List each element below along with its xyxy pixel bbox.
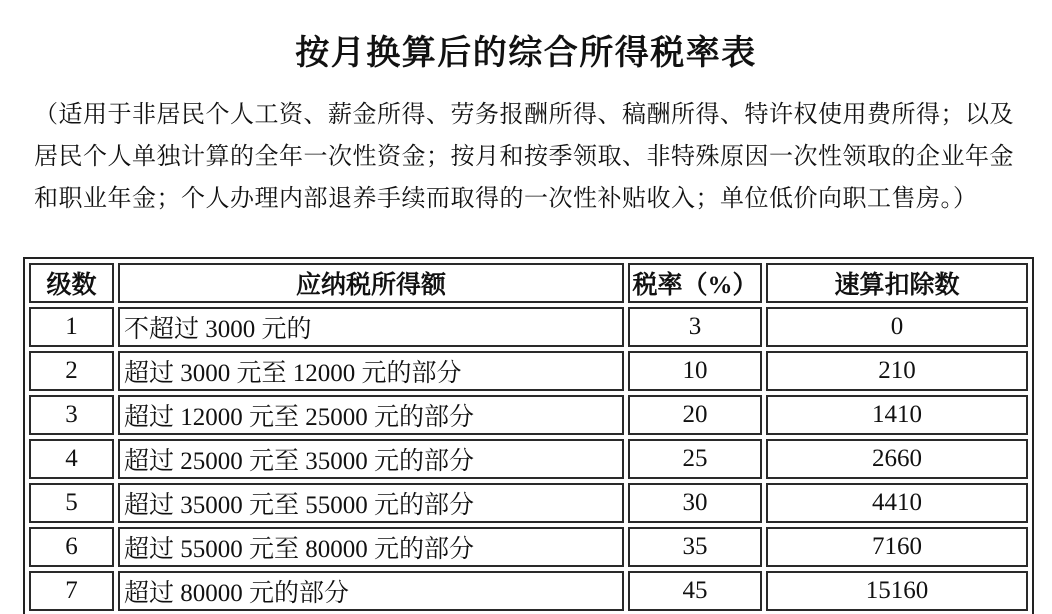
table-body bbox=[29, 307, 1028, 611]
table-row bbox=[29, 395, 1028, 435]
note-line-2: 居民个人单独计算的全年一次性资金；按月和按季领取、非特殊原因一次性领取的企业年金 bbox=[34, 144, 1014, 170]
cell-level: 5 bbox=[29, 483, 114, 523]
cell-rate: 35 bbox=[628, 527, 762, 567]
document-page bbox=[0, 25, 1052, 614]
cell-income: 超过 80000 元的部分 bbox=[118, 571, 624, 611]
cell-income: 不超过 3000 元的 bbox=[118, 307, 624, 347]
cell-income: 超过 12000 元至 25000 元的部分 bbox=[118, 395, 624, 435]
tax-rate-table bbox=[23, 257, 1034, 614]
page-title: 按月换算后的综合所得税率表 bbox=[295, 35, 757, 72]
header-tax-rate: 税率（%） bbox=[628, 263, 762, 303]
cell-level: 7 bbox=[29, 571, 114, 611]
note-line-1: （适用于非居民个人工资、薪金所得、劳务报酬所得、稿酬所得、特许权使用费所得；以及 bbox=[34, 102, 1014, 128]
cell-deduction: 7160 bbox=[766, 527, 1028, 567]
cell-deduction: 1410 bbox=[766, 395, 1028, 435]
header-level: 级数 bbox=[29, 263, 114, 303]
cell-income: 超过 55000 元至 80000 元的部分 bbox=[118, 527, 624, 567]
cell-deduction: 210 bbox=[766, 351, 1028, 391]
cell-deduction: 15160 bbox=[766, 571, 1028, 611]
cell-level: 6 bbox=[29, 527, 114, 567]
cell-deduction: 2660 bbox=[766, 439, 1028, 479]
cell-income: 超过 3000 元至 12000 元的部分 bbox=[118, 351, 624, 391]
table-header-row bbox=[29, 263, 1028, 303]
table-row bbox=[29, 483, 1028, 523]
cell-level: 4 bbox=[29, 439, 114, 479]
table-row bbox=[29, 351, 1028, 391]
cell-level: 3 bbox=[29, 395, 114, 435]
cell-rate: 25 bbox=[628, 439, 762, 479]
cell-rate: 3 bbox=[628, 307, 762, 347]
table-row bbox=[29, 527, 1028, 567]
note-line-3: 和职业年金；个人办理内部退养手续而取得的一次性补贴收入；单位低价向职工售房。） bbox=[34, 186, 978, 212]
cell-level: 2 bbox=[29, 351, 114, 391]
cell-income: 超过 35000 元至 55000 元的部分 bbox=[118, 483, 624, 523]
header-taxable-income: 应纳税所得额 bbox=[118, 263, 624, 303]
cell-deduction: 0 bbox=[766, 307, 1028, 347]
table-row bbox=[29, 571, 1028, 611]
cell-rate: 20 bbox=[628, 395, 762, 435]
header-quick-deduction: 速算扣除数 bbox=[766, 263, 1028, 303]
cell-rate: 10 bbox=[628, 351, 762, 391]
cell-level: 1 bbox=[29, 307, 114, 347]
applicability-note bbox=[34, 94, 1024, 220]
cell-deduction: 4410 bbox=[766, 483, 1028, 523]
table-row bbox=[29, 307, 1028, 347]
cell-rate: 45 bbox=[628, 571, 762, 611]
cell-rate: 30 bbox=[628, 483, 762, 523]
cell-income: 超过 25000 元至 35000 元的部分 bbox=[118, 439, 624, 479]
table-row bbox=[29, 439, 1028, 479]
